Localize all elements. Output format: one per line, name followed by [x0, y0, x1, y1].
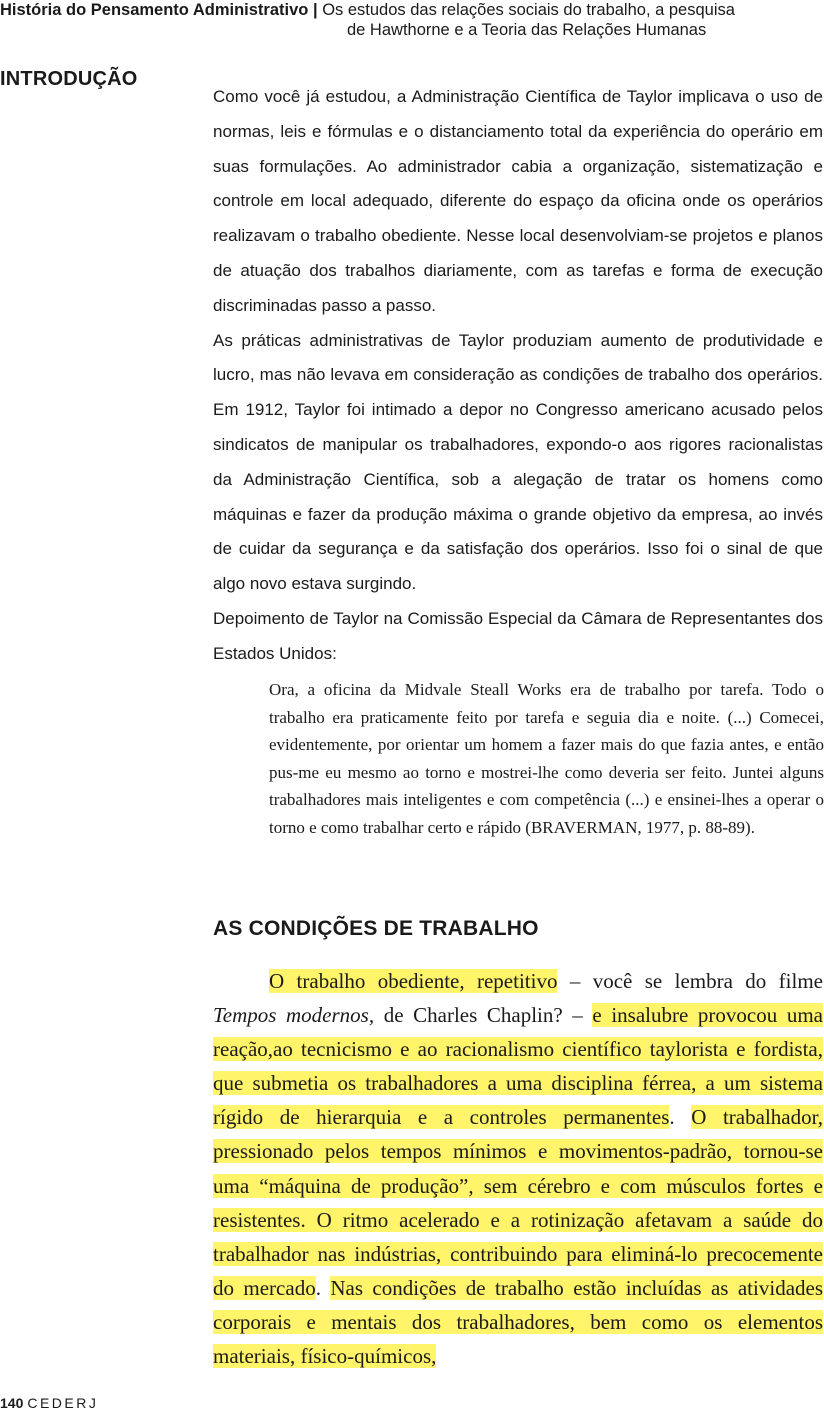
- highlight-1: O trabalho obediente, repetitivo: [269, 969, 558, 993]
- text-segment-8: .: [315, 1275, 331, 1300]
- chapter-title-line-1: Os estudos das relações sociais do trabalho, a pesquisa: [322, 1, 735, 19]
- highlight-4: Nas condições de trabalho estão incluídas as atividades corporais e mentais dos trabalhadores, bem como os elementos materiais, físico-químicos,: [213, 1275, 824, 1369]
- highlight-2: e insalubre provocou uma reação,ao tecnicismo e ao racionalismo científico taylorista e fordista, que submetia os trabalhadores a uma disciplina férrea, a um sistema rígido de hierarquia e a controles permanentes: [213, 1003, 823, 1130]
- intro-heading: INTRODUÇÃO: [0, 68, 138, 90]
- film-title-italic: Tempos modernos,: [213, 1003, 375, 1028]
- book-title: História do Pensamento Administrativo: [0, 1, 309, 19]
- highlight-3: O trabalhador, pressionado pelos tempos mínimos e movimentos-padrão, tornou-se uma “máquina de produção”, sem cérebro e com músculos fortes e resistentes. O ritmo acelerado e a rotinização afetavam a saúde do trabalhador nas indústrias, contribuindo para eliminá-lo precocemente do mercado: [213, 1105, 823, 1300]
- intro-paragraph-3: Depoimento de Taylor na Comissão Especial da Câmara de Representantes dos Estados Unidos:: [213, 608, 823, 663]
- page-footer: [0, 1395, 98, 1411]
- section-heading: AS CONDIÇÕES DE TRABALHO: [213, 917, 539, 940]
- publisher-name: CEDERJ: [27, 1395, 99, 1411]
- block-quote: Ora, a oficina da Midvale Steall Works era de trabalho por tarefa. Todo o trabalho era praticamente feito por tarefa e seguia dia e noite. (...) Comecei, evidentemente, por orientar um homem a fazer mais do que fazia antes, e então pus-me eu mesmo ao torno e mostrei-lhe como deveria ser feito. Juntei alguns trabalhadores mais inteligentes e com competência (...) e ensinei-lhes a operar o torno e como trabalhar certo e rápido (BRAVERMAN, 1977, p. 88-89).: [269, 680, 824, 837]
- text-segment-4: de Charles Chaplin? –: [374, 1003, 593, 1028]
- text-segment-6: .: [669, 1105, 692, 1130]
- intro-body: [213, 80, 823, 672]
- section-paragraph: [213, 964, 823, 1373]
- running-header: [0, 0, 824, 44]
- intro-paragraph-1: Como você já estudou, a Administração Científica de Taylor implicava o uso de normas, leis e fórmulas e o distanciamento total da experiência do operário em suas formulações. Ao administrador cabia a organização, sistematização e controle em local adequado, diferente do espaço da oficina onde os operários realizavam o trabalho obediente. Nesse local desenvolviam-se projetos e planos de atuação dos trabalhos diariamente, com as tarefas e forma de execução discriminadas passo a passo.: [213, 87, 823, 315]
- text-segment-2: – você se lembra do filme: [557, 969, 823, 993]
- running-header-line-1: [0, 0, 735, 21]
- page-number: 140: [0, 1395, 24, 1411]
- header-separator: |: [312, 1, 318, 19]
- intro-paragraph-2: As práticas administrativas de Taylor produziam aumento de produtividade e lucro, mas não levava em consideração as condições de trabalho dos operários. Em 1912, Taylor foi intimado a depor no Congresso americano acusado pelos sindicatos de manipular os trabalhadores, expondo-o aos rigores racionalistas da Administração Científica, sob a alegação de tratar os homens como máquinas e fazer da produção máxima o grande objetivo da empresa, ao invés de cuidar da segurança e da satisfação dos operários. Isso foi o sinal de que algo novo estava surgindo.: [213, 330, 823, 594]
- chapter-title-line-2: de Hawthorne e a Teoria das Relações Humanas: [347, 21, 707, 39]
